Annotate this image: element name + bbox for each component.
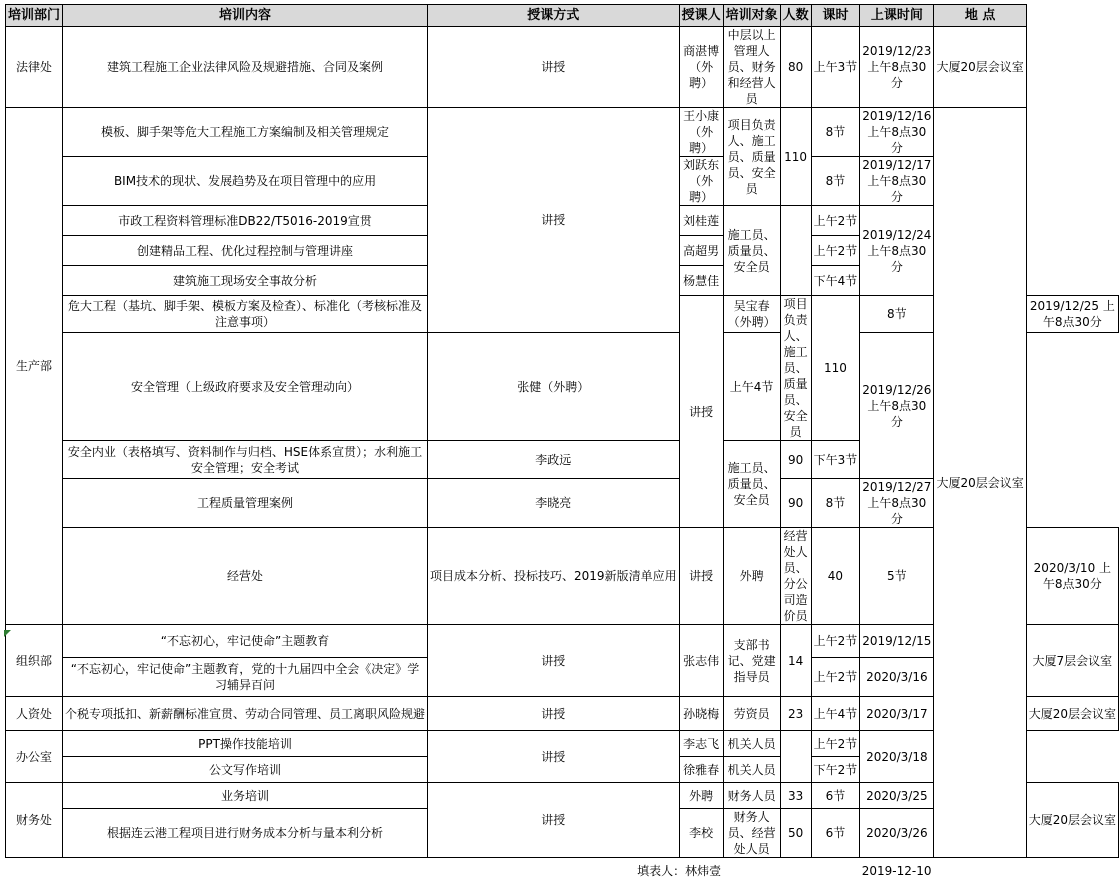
content-cell: 建筑施工现场安全事故分析 — [63, 266, 428, 296]
hours-cell: 下午3节 — [811, 441, 860, 479]
header-row — [6, 5, 1119, 27]
table-row — [6, 27, 1119, 108]
header-content: 培训内容 — [63, 5, 428, 27]
teacher-cell: 徐雅春 — [679, 757, 723, 783]
dept-cell: 生产部 — [6, 108, 63, 625]
table-row — [6, 108, 1119, 157]
hours-cell: 上午2节 — [811, 625, 860, 658]
time-cell: 2020/3/16 — [860, 658, 934, 697]
method-cell: 讲授 — [428, 697, 680, 731]
hours-cell: 上午2节 — [811, 236, 860, 266]
method-cell: 讲授 — [428, 783, 680, 858]
header-teacher: 授课人 — [679, 5, 723, 27]
method-cell: 讲授 — [679, 296, 723, 528]
filler-label: 填表人：林炜壹 — [637, 863, 722, 878]
content-cell: 安全内业（表格填写、资料制作与归档、HSE体系宣贯）；水利施工安全管理；安全考试 — [63, 441, 428, 479]
target-cell: 财务人员 — [723, 783, 780, 809]
content-cell: “不忘初心，牢记使命”主题教育 — [63, 625, 428, 658]
hours-cell: 上午2节 — [811, 658, 860, 697]
header-place: 地 点 — [934, 5, 1026, 27]
dept-cell: 办公室 — [6, 731, 63, 783]
content-cell: 项目成本分析、投标技巧、2019新版清单应用 — [428, 528, 680, 625]
training-schedule-table — [5, 4, 1119, 884]
time-cell: 2019/12/16 上午8点30分 — [860, 108, 934, 157]
teacher-cell: 李晓亮 — [428, 479, 680, 528]
hours-cell: 8节 — [811, 108, 860, 157]
hours-cell: 5节 — [860, 528, 934, 625]
teacher-cell: 刘跃东（外聘） — [679, 157, 723, 206]
target-cell: 劳资员 — [723, 697, 780, 731]
count-cell — [780, 731, 811, 783]
header-target: 培训对象 — [723, 5, 780, 27]
hours-cell: 8节 — [811, 479, 860, 528]
content-cell: 公文写作培训 — [63, 757, 428, 783]
count-cell: 50 — [780, 809, 811, 858]
hours-cell: 下午4节 — [811, 266, 860, 296]
teacher-cell: 杨慧佳 — [679, 266, 723, 296]
teacher-cell: 张健（外聘） — [428, 333, 680, 441]
target-cell: 施工员、质量员、安全员 — [723, 206, 780, 296]
teacher-cell: 王小康（外聘） — [679, 108, 723, 157]
target-cell: 中层以上管理人员、财务和经营人员 — [723, 27, 780, 108]
hours-cell: 上午4节 — [811, 697, 860, 731]
count-cell: 90 — [780, 441, 811, 479]
teacher-cell: 孙晓梅 — [679, 697, 723, 731]
fill-date: 2019-12-10 — [861, 863, 932, 878]
time-cell: 2019/12/27 上午8点30分 — [860, 479, 934, 528]
count-cell — [780, 206, 811, 296]
target-cell: 机关人员 — [723, 757, 780, 783]
content-cell: 模板、脚手架等危大工程施工方案编制及相关管理规定 — [63, 108, 428, 157]
time-cell: 2020/3/10 上午8点30分 — [1026, 528, 1118, 625]
target-cell: 财务人员、经营处人员 — [723, 809, 780, 858]
count-cell: 40 — [811, 528, 860, 625]
content-cell: 建筑工程施工企业法律风险及规避措施、合同及案例 — [63, 27, 428, 108]
method-cell: 讲授 — [679, 528, 723, 625]
hours-cell: 8节 — [860, 296, 934, 333]
target-cell: 项目负责人、施工员、质量员、安全员 — [723, 108, 780, 206]
target-cell: 机关人员 — [723, 731, 780, 757]
content-cell: 个税专项抵扣、新薪酬标准宣贯、劳动合同管理、员工离职风险规避 — [63, 697, 428, 731]
place-cell: 大厦20层会议室 — [1026, 783, 1118, 858]
teacher-cell: 外聘 — [679, 783, 723, 809]
hours-cell: 上午2节 — [811, 731, 860, 757]
count-cell: 14 — [780, 625, 811, 697]
teacher-cell: 刘桂莲 — [679, 206, 723, 236]
header-dept: 培训部门 — [6, 5, 63, 27]
content-cell: “不忘初心，牢记使命”主题教育，党的十九届四中全会《决定》学习辅异百问 — [63, 658, 428, 697]
footer-row — [6, 858, 1119, 884]
content-cell: BIM技术的现状、发展趋势及在项目管理中的应用 — [63, 157, 428, 206]
content-cell: 危大工程（基坑、脚手架、模板方案及检查）、标准化（考核标准及注意事项） — [63, 296, 428, 333]
place-cell: 大厦20层会议室 — [1026, 697, 1118, 731]
teacher-cell: 商湛博（外聘） — [679, 27, 723, 108]
target-cell: 支部书记、党建指导员 — [723, 625, 780, 697]
time-cell: 2019/12/26 上午8点30分 — [860, 333, 934, 479]
time-cell: 2019/12/23 上午8点30分 — [860, 27, 934, 108]
hours-cell: 6节 — [811, 783, 860, 809]
time-cell: 2019/12/17 上午8点30分 — [860, 157, 934, 206]
header-method: 授课方式 — [428, 5, 680, 27]
dept-cell: 经营处 — [63, 528, 428, 625]
target-cell: 项目负责人、施工员、质量员、安全员 — [780, 296, 811, 441]
place-cell: 大厦7层会议室 — [1026, 625, 1118, 697]
count-cell: 23 — [780, 697, 811, 731]
teacher-cell: 外聘 — [723, 528, 780, 625]
count-cell: 110 — [780, 108, 811, 206]
time-cell: 2020/3/17 — [860, 697, 934, 731]
count-cell: 33 — [780, 783, 811, 809]
place-cell: 大厦20层会议室 — [934, 27, 1026, 108]
count-cell: 80 — [780, 27, 811, 108]
teacher-cell: 高超男 — [679, 236, 723, 266]
target-cell: 经营处人员、分公司造价员 — [780, 528, 811, 625]
target-cell: 施工员、质量员、安全员 — [723, 441, 780, 528]
content-cell: PPT操作技能培训 — [63, 731, 428, 757]
dept-cell: 法律处 — [6, 27, 63, 108]
dept-cell: 组织部 — [6, 625, 63, 697]
header-count: 人数 — [780, 5, 811, 27]
dept-cell: 人资处 — [6, 697, 63, 731]
hours-cell: 8节 — [811, 157, 860, 206]
count-cell: 110 — [811, 296, 860, 441]
hours-cell: 6节 — [811, 809, 860, 858]
method-cell: 讲授 — [428, 731, 680, 783]
time-cell: 2019/12/25 上午8点30分 — [1026, 296, 1118, 333]
header-time: 上课时间 — [860, 5, 934, 27]
hours-cell: 上午4节 — [723, 333, 780, 441]
dept-cell: 财务处 — [6, 783, 63, 858]
cell-comment-marker-icon — [4, 630, 11, 637]
teacher-cell: 李志飞 — [679, 731, 723, 757]
time-cell: 2019/12/24 上午8点30分 — [860, 206, 934, 296]
content-cell: 根据连云港工程项目进行财务成本分析与量本利分析 — [63, 809, 428, 858]
time-cell: 2020/3/18 — [860, 731, 934, 783]
hours-cell: 上午2节 — [811, 206, 860, 236]
method-cell: 讲授 — [428, 625, 680, 697]
place-cell: 大厦20层会议室 — [934, 108, 1026, 858]
teacher-cell: 吴宝春（外聘） — [723, 296, 780, 333]
content-cell: 安全管理（上级政府要求及安全管理动向） — [63, 333, 428, 441]
teacher-cell: 张志伟 — [679, 625, 723, 697]
header-hours: 课时 — [811, 5, 860, 27]
content-cell: 创建精品工程、优化过程控制与管理讲座 — [63, 236, 428, 266]
time-cell: 2020/3/25 — [860, 783, 934, 809]
hours-cell: 上午3节 — [811, 27, 860, 108]
hours-cell: 下午2节 — [811, 757, 860, 783]
content-cell: 市政工程资料管理标准DB22/T5016-2019宣贯 — [63, 206, 428, 236]
method-cell: 讲授 — [428, 27, 680, 108]
teacher-cell: 李校 — [679, 809, 723, 858]
content-cell: 业务培训 — [63, 783, 428, 809]
time-cell: 2019/12/15 — [860, 625, 934, 658]
method-cell: 讲授 — [428, 108, 680, 333]
time-cell: 2020/3/26 — [860, 809, 934, 858]
count-cell: 90 — [780, 479, 811, 528]
content-cell: 工程质量管理案例 — [63, 479, 428, 528]
teacher-cell: 李政远 — [428, 441, 680, 479]
